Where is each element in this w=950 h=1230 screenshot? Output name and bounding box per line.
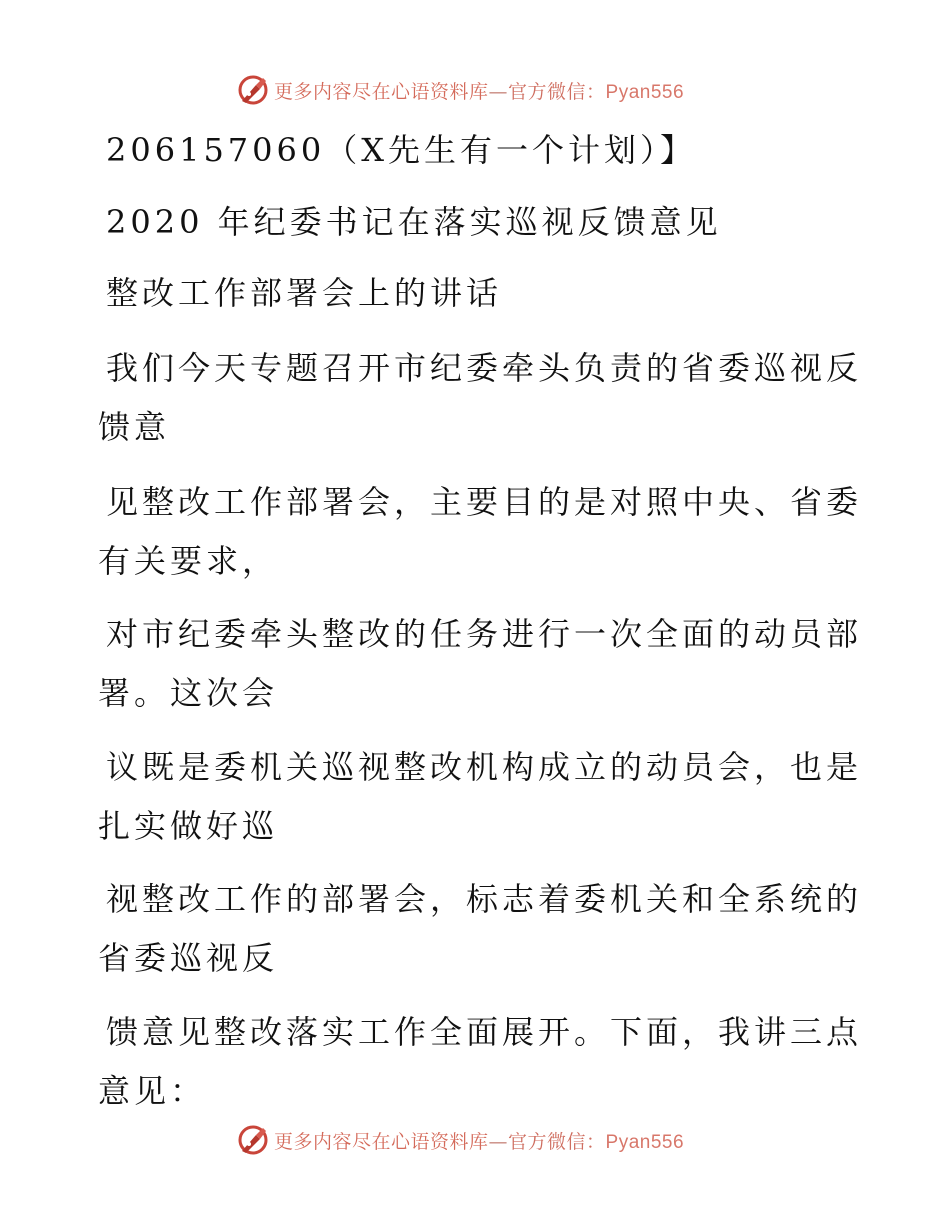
watermark-wechat-id: Pyan556 bbox=[605, 81, 685, 103]
watermark-wechat-label: 官方微信： bbox=[508, 1130, 606, 1153]
watermark-wechat-label: 官方微信： bbox=[508, 80, 606, 103]
paragraph-line: 我们今天专题召开市纪委牵头负责的省委巡视反 bbox=[106, 349, 863, 387]
paragraph-line: 对市纪委牵头整改的任务进行一次全面的动员部 bbox=[106, 615, 863, 653]
paragraph-line: 署。这次会 bbox=[98, 674, 279, 712]
paragraph-line: 扎实做好巡 bbox=[98, 807, 279, 845]
document-title-line-2: 整改工作部署会上的讲话 bbox=[106, 274, 503, 312]
paragraph-line: 见整改工作部署会，主要目的是对照中央、省委 bbox=[106, 483, 863, 521]
document-title-line-1: 2020 年纪委书记在落实巡视反馈意见 bbox=[106, 203, 722, 241]
paragraph-line: 馈意见整改落实工作全面展开。下面，我讲三点 bbox=[106, 1013, 863, 1051]
watermark-banner-bottom bbox=[236, 1122, 684, 1158]
paragraph-line: 馈意 bbox=[98, 408, 171, 446]
paragraph-line: 视整改工作的部署会，标志着委机关和全系统的 bbox=[106, 880, 863, 918]
watermark-main: 更多内容尽在心语资料库 bbox=[274, 80, 489, 103]
watermark-banner-top bbox=[236, 72, 684, 108]
paragraph-line: 议既是委机关巡视整改机构成立的动员会，也是 bbox=[106, 748, 863, 786]
watermark-wechat-id: Pyan556 bbox=[605, 1131, 685, 1153]
pen-logo-icon bbox=[236, 73, 270, 107]
watermark-text bbox=[274, 77, 684, 104]
pen-logo-icon bbox=[236, 1123, 270, 1157]
paragraph-line: 意见： bbox=[98, 1072, 207, 1110]
watermark-dash: — bbox=[488, 1130, 509, 1153]
watermark-text bbox=[274, 1127, 684, 1154]
watermark-main: 更多内容尽在心语资料库 bbox=[274, 1130, 489, 1153]
paragraph-line: 省委巡视反 bbox=[98, 939, 279, 977]
paragraph-line: 有关要求， bbox=[98, 542, 279, 580]
document-line-ref: 206157060（X先生有一个计划）】 bbox=[106, 131, 697, 169]
watermark-dash: — bbox=[488, 80, 509, 103]
